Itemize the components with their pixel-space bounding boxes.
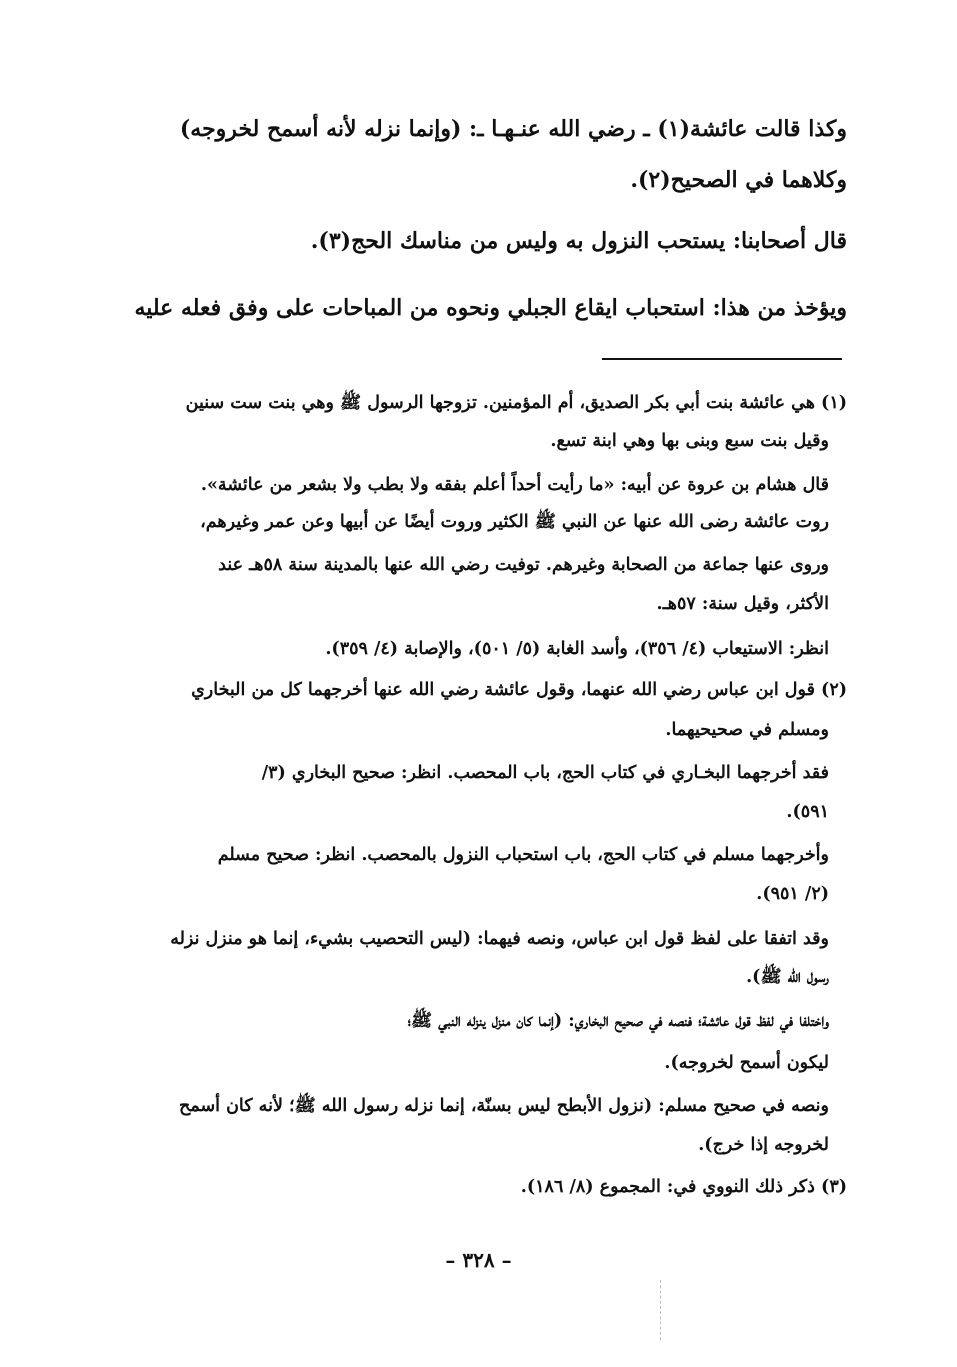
footnote-line: (٣) ذكر ذلك النووي في: المجموع (٨/ ١٨٦). — [520, 1177, 847, 1197]
footnote-line: ونصه في صحيح مسلم: (نزول الأبطح ليس بسنّة، إنما نزله رسول الله ﷺ؛ لأنه كان أسمح — [179, 1096, 829, 1116]
footnote-line: انظر: الاستيعاب (٤/ ٣٥٦)، وأسد الغابة (٥/ ٥٠١)، والإصابة (٤/ ٣٥٩). — [325, 639, 829, 659]
footnote-line: وقد اتفقا على لفظ قول ابن عباس، ونصه فيهما: (ليس التحصيب بشيء، إنما هو منزل نزله — [170, 929, 829, 949]
footnote-line: روت عائشة رضى الله عنها عن النبي ﷺ الكثير وروت أيضًا عن أبيها وعن عمر وغيرهم، — [200, 512, 829, 532]
footnote-line: رسول الله ﷺ). — [746, 967, 829, 987]
footnote-line: وأخرجهما مسلم في كتاب الحج، باب استحباب النزول بالمحصب. انظر: صحيح مسلم — [217, 845, 829, 865]
body-line: قال أصحابنا: يستحب النزول به وليس من مناسك الحج(٣). — [310, 228, 847, 254]
footnote-line: لخروجه إذا خرج). — [698, 1135, 829, 1155]
footnote-line: (٢) قول ابن عباس رضي الله عنهما، وقول عائشة رضي الله عنها أخرجهما كل من البخاري — [191, 680, 847, 700]
body-line: وكذا قالت عائشة(١) ـ رضي الله عنـهـا ـ: (وإنما نزله لأنه أسمح لخروجه) — [179, 116, 847, 142]
footnote-line: وروى عنها جماعة من الصحابة وغيرهم. توفيت رضي الله عنها بالمدينة سنة ٥٨هـ عند — [218, 555, 829, 575]
footnote-line: واختلفا في لفظ قول عائشة؛ فنصه في صحيح البخاري: (إنما كان منزل ينزله النبي ﷺ؛ — [407, 1011, 829, 1031]
footnote-line: فقد أخرجهما البخـاري في كتاب الحج، باب المحصب. انظر: صحيح البخاري (٣/ — [261, 763, 829, 783]
footnote-line: (١) هي عائشة بنت أبي بكر الصديق، أم المؤمنين. تزوجها الرسول ﷺ وهي بنت ست سنين — [185, 393, 847, 413]
footnote-line: وقيل بنت سبع وبنى بها وهي ابنة تسع. — [550, 431, 829, 451]
scan-artifact-line — [660, 1280, 661, 1340]
footnote-line: ومسلم في صحيحيهما. — [665, 720, 829, 740]
footnote-line: ليكون أسمح لخروجه). — [664, 1053, 829, 1073]
page-number: – ٣٢٨ – — [445, 1248, 512, 1272]
footnote-line: ٥٩١). — [786, 802, 829, 822]
footnote-line: قال هشام بن عروة عن أبيه: «ما رأيت أحداً أعلم بفقه ولا بطب ولا بشعر من عائشة». — [200, 475, 829, 495]
body-line: وكلاهما في الصحيح(٢). — [630, 167, 847, 193]
body-line: ويؤخذ من هذا: استحباب ايقاع الجبلي ونحوه من المباحات على وفق فعله عليه — [134, 295, 847, 321]
footnote-line: الأكثر، وقيل سنة: ٥٧هـ. — [656, 594, 829, 614]
footnote-separator — [602, 358, 842, 360]
footnote-line: (٢/ ٩٥١). — [756, 884, 829, 904]
